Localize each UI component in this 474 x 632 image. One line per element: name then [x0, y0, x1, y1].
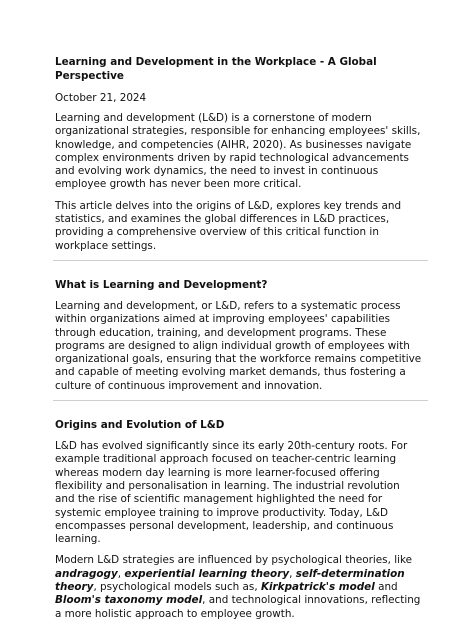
text-run: , psychological models such as, [93, 581, 258, 594]
section-body-what: Learning and development, or L&D, refers to a systematic process within organizations aimed at improving employees' capabilities through education, training, and development programs. These programs are designed to align individual growth of employees with organizational goals, ensuring that the workforce remains competitive and capable of meeting evolving market demands, thus fostering a culture of continuous improvement and innovation. [55, 299, 422, 392]
section-body-origins: L&D has evolved significantly since its early 20th-century roots. For example traditional approach focused on teacher-centric learning whereas modern day learning is more learner-focused offering flexibility and personalisation in learning. The industrial revolution and the rise of scientific management highlighted the need for systemic employee training to improve productivity. Today, L&D encompasses personal development, leadership, and continuous learning. [55, 440, 408, 546]
text-run: , and technological innovations, reflecting a more holistic approach to employee growth. [55, 594, 421, 620]
article-date: October 21, 2024 [55, 92, 147, 104]
section-heading-origins: Origins and Evolution of L&D [55, 419, 225, 432]
text-run: , [117, 567, 122, 580]
term-self-determination: self-determination theory [55, 567, 405, 594]
term-experiential-learning: experiential learning theory [124, 567, 290, 580]
section-body-origins-2 [55, 554, 422, 620]
text-run: , [289, 567, 293, 580]
section-heading-what: What is Learning and Development? [55, 278, 268, 291]
text-run: Modern L&D strategies are influenced by psychological theories, like [55, 554, 413, 567]
intro-paragraph-1: Learning and development (L&D) is a cornerstone of modern organizational strategies, responsible for enhancing employees' skills, knowledge, and competencies (AIHR, 2020). As businesses navigate complex environments driven by rapid technological advancements and evolving work dynamics, the need to invest in continuous employee growth has never been more critical. [55, 112, 421, 191]
article-title: Learning and Development in the Workplace - A Global Perspective [55, 56, 377, 82]
term-bloom: Bloom's taxonomy model [55, 594, 203, 607]
term-andragogy: andragogy [55, 567, 118, 580]
intro-paragraph-2: This article delves into the origins of L&D, explores key trends and statistics, and examines the global differences in L&D practices, providing a comprehensive overview of this critical function in workplace settings. [55, 199, 402, 252]
section-divider [53, 260, 428, 261]
text-run: and [378, 581, 398, 594]
section-divider [53, 400, 428, 401]
term-kirkpatrick: Kirkpatrick's model [260, 581, 375, 594]
